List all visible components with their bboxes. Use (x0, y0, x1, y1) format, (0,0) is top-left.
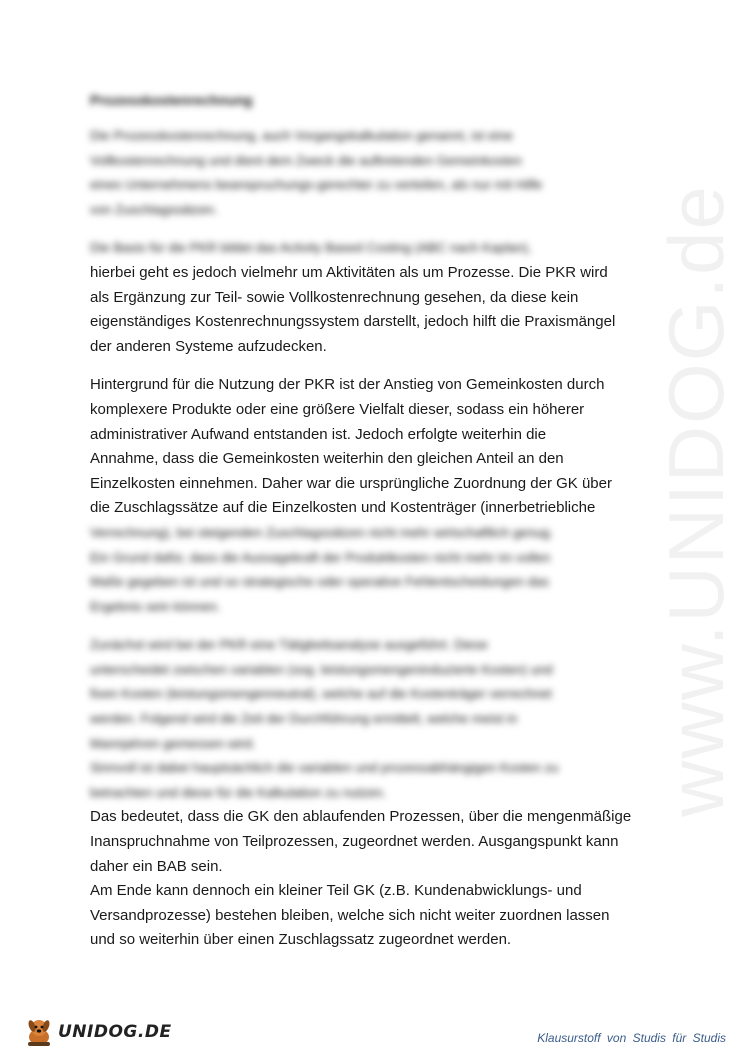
text-line: Zunächst wird bei der PKR eine Tätigkeitsanalyse ausgeführt. Diese (90, 637, 488, 653)
footer-note: Klausurstoff von Studis für Studis (537, 1031, 726, 1045)
text-line: Vollkostenrechnung und dient dem Zweck die auftretenden Gemeinkosten (90, 152, 522, 168)
text-line: Maße gegeben ist und so strategische oder operative Fehlentscheidungen das (90, 574, 549, 590)
text-line: werden. Folgend wird die Zeit der Durchführung ermittelt, welche meist in (90, 711, 518, 727)
text-line: Versandprozesse) bestehen bleiben, welche sich nicht weiter zuordnen lassen (90, 906, 610, 924)
text-line: Das bedeutet, dass die GK den ablaufenden Prozessen, über die mengenmäßige (90, 808, 632, 826)
watermark-text: www.UNIDOG.de (651, 183, 740, 817)
text-line: Ergebnis sein können. (90, 598, 221, 614)
text-line: daher ein BAB sein. (90, 857, 223, 875)
paragraph-1 (90, 124, 670, 222)
text-line: der anderen Systeme aufzudecken. (90, 337, 327, 355)
text-line: Mannjahren gemessen wird. (90, 735, 256, 751)
unidog-logo (22, 1014, 192, 1050)
text-line: Sinnvoll ist dabei hauptsächlich die variablen und prozessabhängigen Kosten zu (90, 760, 559, 776)
text-line: von Zuschlagssätzen. (90, 201, 218, 217)
paragraph-5 (90, 805, 670, 953)
text-line: Ein Grund dafür, dass die Aussagekraft der Produktkosten nicht mehr im vollen (90, 549, 551, 565)
paragraph-4 (90, 633, 670, 805)
text-line: Die Prozesskostenrechnung, auch Vorgangskalkulation genannt, ist eine (90, 128, 514, 143)
text-line: eigenständiges Kostenrechnungssystem darstellt, jedoch hilft die Praxismängel (90, 313, 616, 331)
paragraph-3 (90, 373, 670, 619)
document-body (90, 92, 670, 953)
text-line: fixen Kosten (leistungsmengenneutral), welche auf die Kostenträger verrechnet (90, 686, 552, 702)
dog-mascot-icon (22, 1015, 56, 1049)
text-line: Inanspruchnahme von Teilprozessen, zugeordnet werden. Ausgangspunkt kann (90, 833, 619, 851)
logo-text: UNIDOG.DE (58, 1022, 172, 1042)
text-line: Am Ende kann dennoch ein kleiner Teil GK (z.B. Kundenabwicklungs- und (90, 882, 582, 900)
text-line: eines Unternehmens beanspruchungs-gerechter zu verteilen, als nur mit Hilfe (90, 177, 543, 193)
text-line: Hintergrund für die Nutzung der PKR ist der Anstieg von Gemeinkosten durch (90, 376, 605, 394)
document-title: Prozesskostenrechnung (90, 92, 253, 108)
text-line: hierbei geht es jedoch vielmehr um Aktivitäten als um Prozesse. Die PKR wird (90, 263, 608, 281)
text-line: Annahme, dass die Gemeinkosten weiterhin den gleichen Anteil an den (90, 450, 564, 468)
text-line: als Ergänzung zur Teil- sowie Vollkostenrechnung gesehen, da diese kein (90, 288, 579, 306)
text-line: unterscheidet zwischen variablen (sog. leistungsmengeninduzierte Kosten) und (90, 661, 553, 677)
text-line: Verrechnung), bei steigenden Zuschlagssätzen nicht mehr wirtschaftlich genug. (90, 524, 554, 540)
text-line: komplexere Produkte oder eine größere Vielfalt dieser, sodass ein höherer (90, 400, 585, 418)
paragraph-2 (90, 236, 670, 359)
text-line: die Zuschlagssätze auf die Einzelkosten und Kostenträger (innerbetriebliche (90, 499, 596, 517)
text-line: und so weiterhin über einen Zuschlagssatz zugeordnet werden. (90, 931, 512, 949)
text-line: betrachten und diese für die Kalkulation zu nutzen. (90, 784, 387, 800)
text-line: administrativer Aufwand entstanden ist. Jedoch erfolgte weiterhin die (90, 425, 547, 443)
text-line: Einzelkosten einnehmen. Daher war die ursprüngliche Zuordnung der GK über (90, 474, 612, 492)
text-line: Die Basis für die PKR bildet das Activity Based Costing (ABC nach Kaplan), (90, 240, 532, 256)
